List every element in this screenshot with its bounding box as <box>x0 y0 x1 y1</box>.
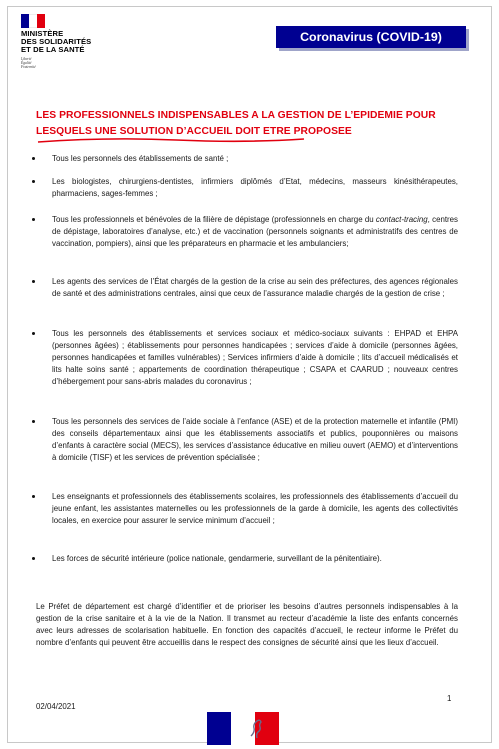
list-item <box>52 553 458 565</box>
prefect-paragraph: Le Préfet de département est chargé d’identifier et de prioriser les besoins d’autres personnels indispensables à la gestion de la crise sanitaire et à la vie de la Nation. Il transmet au recteur d’académie la liste des enfants concernés avec leurs adresses de scolarisation habituelle. En fonction des capacités d’accueil, le recteur informe le Préfet du nombre d’enfants qui peuvent être accueillis dans le respect des consignes de sécurité ainsi que les lieux d’accueil. <box>36 602 458 647</box>
republic-motto <box>21 57 111 69</box>
bullet-icon <box>32 420 35 423</box>
bullet-icon <box>32 495 35 498</box>
list-item <box>52 328 458 388</box>
motto-line: Fraternité <box>21 64 36 69</box>
bullet-icon <box>32 557 35 560</box>
list-item-text: Les enseignants et professionnels des établissements scolaires, les professionnels des établissements d’accueil du jeune enfant, les assistantes maternelles ou les professionnels de la garde à domicile, les agents des collectivités locales, en exercice pour assurer le service minimum d’accueil ; <box>52 492 458 525</box>
text-run: , centres de dépistage, laboratoires d’analyse, etc.) et de vaccination (personnels soignants et administratifs des centres de vaccination, pompiers), ainsi que les préparateurs en pharmacie et les ambulanciers; <box>52 215 459 248</box>
list-item <box>52 276 458 300</box>
document-date: 02/04/2021 <box>36 702 76 711</box>
document-title: LES PROFESSIONNELS INDISPENSABLES A LA GESTION DE L’EPIDEMIE POUR LESQUELS UNE SOLUTION D’ACCUEIL DOIT ETRE PROPOSEE <box>36 110 436 137</box>
ministry-name <box>21 30 111 55</box>
bullet-icon <box>32 180 35 183</box>
motto-line: Égalité <box>21 60 32 65</box>
list-item-text: Les biologistes, chirurgiens-dentistes, infirmiers diplômés d’Etat, médecins, masseurs kinésithérapeutes, pharmaciens, sages-femmes ; <box>52 177 458 198</box>
bullet-icon <box>32 157 35 160</box>
list-item <box>52 491 458 527</box>
list-item-text: Les agents des services de l’État chargés de la gestion de la crise au sein des préfectures, des agences régionales de santé et des administrations centrales, ainsi que ceux de l’assurance maladie chargés de la gestion de crise ; <box>52 277 458 298</box>
marianne-flag-icon <box>21 14 45 28</box>
list-item <box>52 416 458 464</box>
list-item-text: Les forces de sécurité intérieure (police nationale, gendarmerie, surveillant de la pénitentiaire). <box>52 554 382 563</box>
coronavirus-badge: Coronavirus (COVID-19) <box>276 26 466 48</box>
list-item <box>52 153 458 165</box>
list-item-text: Tous les personnels des établissements de santé ; <box>52 154 229 163</box>
ministry-line: DES SOLIDARITÉS <box>21 37 92 47</box>
ministry-logo <box>21 14 111 69</box>
bullet-icon <box>32 332 35 335</box>
marianne-profile-icon <box>249 716 263 740</box>
title-underline <box>36 137 306 144</box>
bullet-icon <box>32 218 35 221</box>
page-number: 1 <box>447 694 452 703</box>
motto-line: Liberté <box>21 56 32 61</box>
ministry-line: ET DE LA SANTÉ <box>21 45 85 55</box>
list-item <box>52 176 458 200</box>
list-item-text <box>52 215 458 248</box>
ministry-line: MINISTÈRE <box>21 29 64 38</box>
list-item-text: Tous les personnels des établissements et services sociaux et médico-sociaux suivants : EHPAD et EHPA (personnes âgées) ; établissements pour personnes handicapées ; services d’aide à domicile (personnes âgées, personnes handicapées et familles vulnérables) ; Services infirmiers d’aide à domicile ; lits d’accueil médicalisés et lits halte soins santé ; appartements de coordination thérapeutique ; CSAPA et CAARUD ; nouveaux centres d’hébergement pour sans-abris malades du coronavirus ; <box>52 329 458 386</box>
footer-marianne-icon <box>207 712 279 745</box>
text-run: Tous les professionnels et bénévoles de la filière de dépistage (professionnels en charge du <box>52 215 376 224</box>
bullet-icon <box>32 280 35 283</box>
list-item-text: Tous les personnels des services de l’aide sociale à l’enfance (ASE) et de la protection maternelle et infantile (PMI) des conseils départementaux ainsi que les établissements associatifs et publics, pouponnières ou maisons d’enfants à caractère social (MECS), les services d’assistance éducative en milieu ouvert (AEMO) et d’interventions à domicile (TISF) et les services de prévention spécialisée ; <box>52 417 458 462</box>
italic-term: contact-tracing <box>375 215 428 224</box>
list-item <box>52 214 458 250</box>
